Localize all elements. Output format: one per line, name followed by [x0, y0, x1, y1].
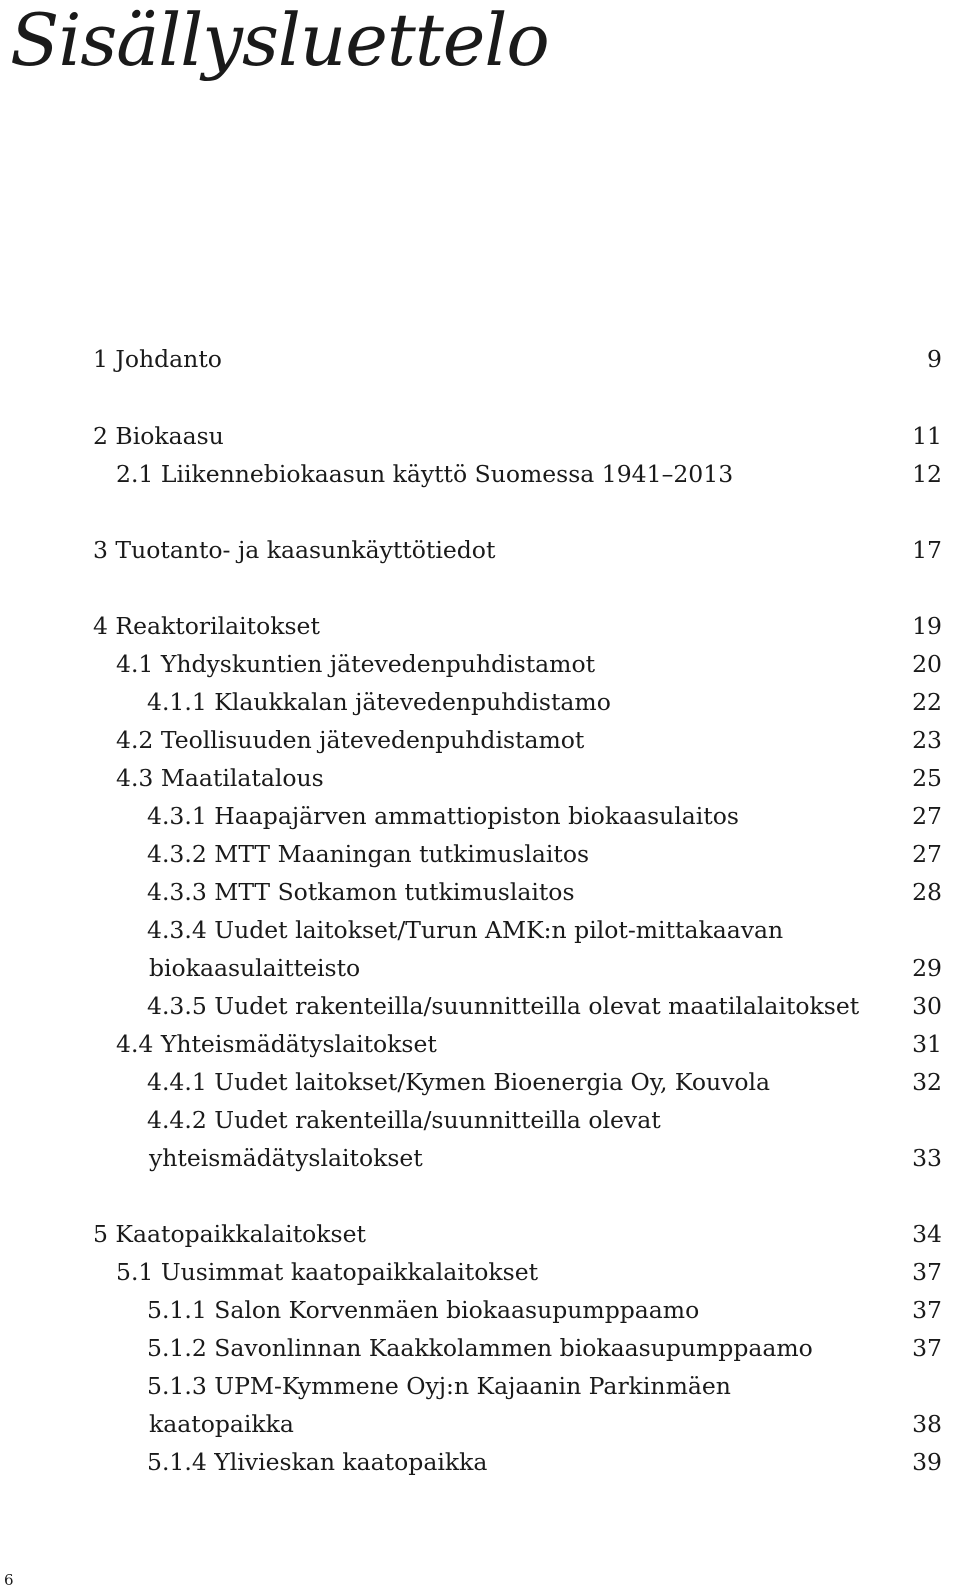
toc-entry-label: 4.3.3 MTT Sotkamon tutkimuslaitos	[147, 878, 575, 906]
toc-entry	[116, 1026, 942, 1062]
toc-entry	[147, 1292, 942, 1328]
toc-entry-label: 4.1 Yhdyskuntien jätevedenpuhdistamot	[116, 650, 596, 678]
toc-entry-continuation	[147, 1406, 942, 1442]
toc-entry	[116, 722, 942, 758]
toc-entry-page: 30	[912, 992, 942, 1020]
toc-entry	[147, 912, 942, 948]
toc-entry-page: 37	[912, 1334, 942, 1362]
toc-entry	[93, 1216, 942, 1252]
toc-entry-label: 4.3.4 Uudet laitokset/Turun AMK:n pilot-mittakaavan	[147, 916, 784, 944]
toc-entry	[147, 1330, 942, 1366]
toc-entry-page: 34	[912, 1220, 942, 1248]
toc-entry	[93, 532, 942, 568]
toc-entry-label: 5.1.4 Ylivieskan kaatopaikka	[147, 1448, 488, 1476]
toc-entry	[147, 1368, 942, 1404]
toc-entry-page: 32	[912, 1068, 942, 1096]
toc-entry-page: 9	[927, 345, 942, 373]
toc-entry-label: 4.3.5 Uudet rakenteilla/suunnitteilla olevat maatilalaitokset	[147, 992, 860, 1020]
toc-entry-label: 5.1.1 Salon Korvenmäen biokaasupumppaamo	[147, 1296, 700, 1324]
toc-entry	[147, 874, 942, 910]
toc-entry-page: 39	[912, 1448, 942, 1476]
toc-entry-page: 11	[912, 422, 942, 450]
toc-entry-label: 5.1 Uusimmat kaatopaikkalaitokset	[116, 1258, 539, 1286]
toc-entry	[116, 456, 942, 492]
toc-entry	[116, 646, 942, 682]
toc-entry-page: 33	[912, 1144, 942, 1172]
toc-entry-page: 38	[912, 1410, 942, 1438]
toc-entry-label: 4.3 Maatilatalous	[116, 764, 324, 792]
toc-entry-page: 23	[912, 726, 942, 754]
toc-entry-label: 4.4.2 Uudet rakenteilla/suunnitteilla olevat	[147, 1106, 661, 1134]
toc-entry	[147, 988, 942, 1024]
toc-entry-page: 19	[912, 612, 942, 640]
toc-entry-page: 28	[912, 878, 942, 906]
toc-entry-label: 4.1.1 Klaukkalan jätevedenpuhdistamo	[147, 688, 611, 716]
toc-entry	[93, 341, 942, 377]
toc-entry-page: 20	[912, 650, 942, 678]
toc-entry-page: 29	[912, 954, 942, 982]
toc-entry-continuation	[147, 950, 942, 986]
toc-entry-label: 5 Kaatopaikkalaitokset	[93, 1220, 366, 1248]
toc-entry-label: yhteismädätyslaitokset	[149, 1144, 423, 1172]
toc-entry-page: 27	[912, 840, 942, 868]
toc-entry	[147, 836, 942, 872]
toc-entry-page: 25	[912, 764, 942, 792]
toc-entry	[147, 1064, 942, 1100]
toc-entry	[147, 1444, 942, 1480]
page-number: 6	[4, 1571, 14, 1589]
toc-entry-page: 17	[912, 536, 942, 564]
toc-entry	[147, 684, 942, 720]
toc-entry-label: 5.1.3 UPM-Kymmene Oyj:n Kajaanin Parkinmäen	[147, 1372, 731, 1400]
toc-entry-label: 2.1 Liikennebiokaasun käyttö Suomessa 1941–2013	[116, 460, 734, 488]
toc-entry-label: 4.3.2 MTT Maaningan tutkimuslaitos	[147, 840, 590, 868]
toc-entry-label: 2 Biokaasu	[93, 422, 224, 450]
toc-entry-label: 5.1.2 Savonlinnan Kaakkolammen biokaasupumppaamo	[147, 1334, 813, 1362]
toc-entry-page: 37	[912, 1258, 942, 1286]
toc-entry-label: 4.2 Teollisuuden jätevedenpuhdistamot	[116, 726, 585, 754]
toc-entry	[93, 418, 942, 454]
toc-entry	[147, 798, 942, 834]
toc-entry-label: biokaasulaitteisto	[149, 954, 361, 982]
toc-entry-label: 1 Johdanto	[93, 345, 222, 373]
toc-entry	[116, 760, 942, 796]
toc-entry-page: 31	[912, 1030, 942, 1058]
toc-entry-page: 27	[912, 802, 942, 830]
toc-entry-label: 4.4.1 Uudet laitokset/Kymen Bioenergia Oy, Kouvola	[147, 1068, 771, 1096]
toc-entry-page: 22	[912, 688, 942, 716]
toc-entry-page: 12	[912, 460, 942, 488]
page-title: Sisällysluettelo	[10, 0, 549, 82]
toc-entry-label: 4.4 Yhteismädätyslaitokset	[116, 1030, 437, 1058]
toc-entry-label: 3 Tuotanto- ja kaasunkäyttötiedot	[93, 536, 496, 564]
toc-entry	[147, 1102, 942, 1138]
toc-entry-label: 4 Reaktorilaitokset	[93, 612, 320, 640]
toc-entry-continuation	[147, 1140, 942, 1176]
toc-entry	[93, 608, 942, 644]
toc-entry-page: 37	[912, 1296, 942, 1324]
toc-entry	[116, 1254, 942, 1290]
toc-entry-label: 4.3.1 Haapajärven ammattiopiston biokaasulaitos	[147, 802, 739, 830]
toc-entry-label: kaatopaikka	[149, 1410, 294, 1438]
